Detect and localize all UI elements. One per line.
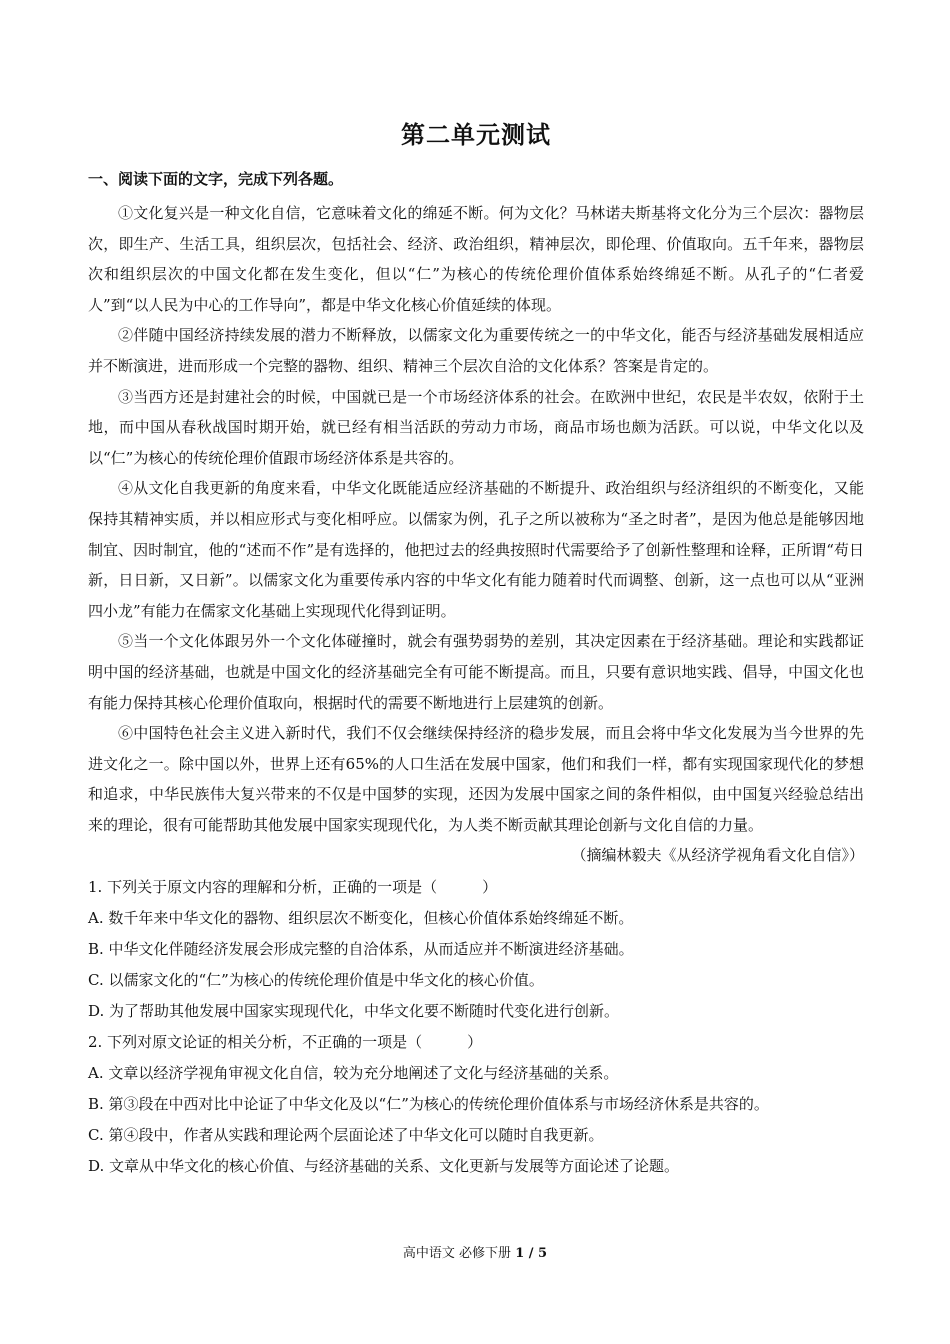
paragraph-5: ⑤当一个文化体跟另外一个文化体碰撞时，就会有强势弱势的差别，其决定因素在于经济基础。理论和实践都证明中国的经济基础，也就是中国文化的经济基础完全有可能不断提高。而且，只要有意识地实践、倡导，中国文化也有能力保持其核心伦理价值取向，根据时代的需要不断地进行上层建筑的创新。 <box>88 632 864 712</box>
section-heading: 一、阅读下面的文字，完成下列各题。 <box>88 170 344 188</box>
page-title: 第二单元测试 <box>401 120 551 149</box>
option-a: A. 数千年来中华文化的器物、组织层次不断变化，但核心价值体系始终绵延不断。 <box>88 909 634 928</box>
option-a: A. 文章以经济学视角审视文化自信，较为充分地阐述了文化与经济基础的关系。 <box>88 1064 619 1083</box>
question-2 <box>88 1027 864 1182</box>
question-1 <box>88 872 864 1027</box>
paragraph-4: ④从文化自我更新的角度来看，中华文化既能适应经济基础的不断提升、政治组织与经济组织的不断变化，又能保持其精神实质，并以相应形式与变化相呼应。以儒家为例，孔子之所以被称为“圣之时者”，是因为他总是能够因地制宜、因时制宜，他的“述而不作”是有选择的，他把过去的经典按照时代需要给予了创新性整理和诠释，正所谓“苟日新，日日新，又日新”。以儒家文化为重要传承内容的中华文化有能力随着时代而调整、创新，这一点也可以从“亚洲四小龙”有能力在儒家文化基础上实现现代化得到证明。 <box>88 479 864 620</box>
option-b: B. 第③段在中西对比中论证了中华文化及以“仁”为核心的传统伦理价值体系与市场经济休系是共容的。 <box>88 1095 769 1114</box>
paragraph-2: ②伴随中国经济持续发展的潜力不断释放，以儒家文化为重要传统之一的中华文化，能否与经济基础发展相适应并不断演进，进而形成一个完整的器物、组织、精神三个层次自洽的文化体系？答案是肯定的。 <box>88 326 864 375</box>
option-d: D. 为了帮助其他发展中国家实现现代化，中华文化要不断随时代变化进行创新。 <box>88 1002 620 1021</box>
paragraph-3: ③当西方还是封建社会的时候，中国就已是一个市场经济体系的社会。在欧洲中世纪，农民是半农奴，依附于土地，而中国从春秋战国时期开始，就已经有相当活跃的劳动力市场，商品市场也颇为活跃。可以说，中华文化以及以“仁”为核心的传统伦理价值跟市场经济体系是共容的。 <box>88 387 864 467</box>
page-number: 1 / 5 <box>515 1246 548 1261</box>
option-c: C. 以儒家文化的“仁”为核心的传统伦理价值是中华文化的核心价值。 <box>88 971 544 990</box>
paragraph-1: ①文化复兴是一种文化自信，它意味着文化的绵延不断。何为文化？马林诺夫斯基将文化分为三个层次：器物层次，即生产、生活工具，组织层次，包括社会、经济、政治组织，精神层次，即伦理、价值取向。五千年来，器物层次和组织层次的中国文化都在发生变化，但以“仁”为核心的传统伦理价值体系始终绵延不断。从孔子的“仁者爱人”到“以人民为中心的工作导向”，都是中华文化核心价值延续的体现。 <box>88 204 864 314</box>
option-b: B. 中华文化伴随经济发展会形成完整的自洽体系，从而适应并不断演进经济基础。 <box>88 940 634 959</box>
document-page <box>88 118 864 1182</box>
option-c: C. 第④段中，作者从实践和理论两个层面论述了中华文化可以随时自我更新。 <box>88 1126 604 1145</box>
footer-label: 高中语文 必修下册 <box>402 1246 512 1261</box>
source-citation: （摘编林毅夫《从经济学视角看文化自信》） <box>571 846 864 865</box>
question-stem: 1. 下列关于原文内容的理解和分析，正确的一项是（ ） <box>88 878 498 897</box>
question-stem: 2. 下列对原文论证的相关分析，不正确的一项是（ ） <box>88 1033 483 1052</box>
option-d: D. 文章从中华文化的核心价值、与经济基础的关系、文化更新与发展等方面论述了论题。 <box>88 1157 680 1176</box>
page-footer <box>0 1242 950 1261</box>
paragraph-6: ⑥中国特色社会主义进入新时代，我们不仅会继续保持经济的稳步发展，而且会将中华文化发展为当今世界的先进文化之一。除中国以外，世界上还有65%的人口生活在发展中国家，他们和我们一样，都有实现国家现代化的梦想和追求，中华民族伟大复兴带来的不仅是中国梦的实现，还因为发展中国家之间的条件相似，由中国复兴经验总结出来的理论，很有可能帮助其他发展中国家实现现代化，为人类不断贡献其理论创新与文化自信的力量。 <box>88 724 864 834</box>
